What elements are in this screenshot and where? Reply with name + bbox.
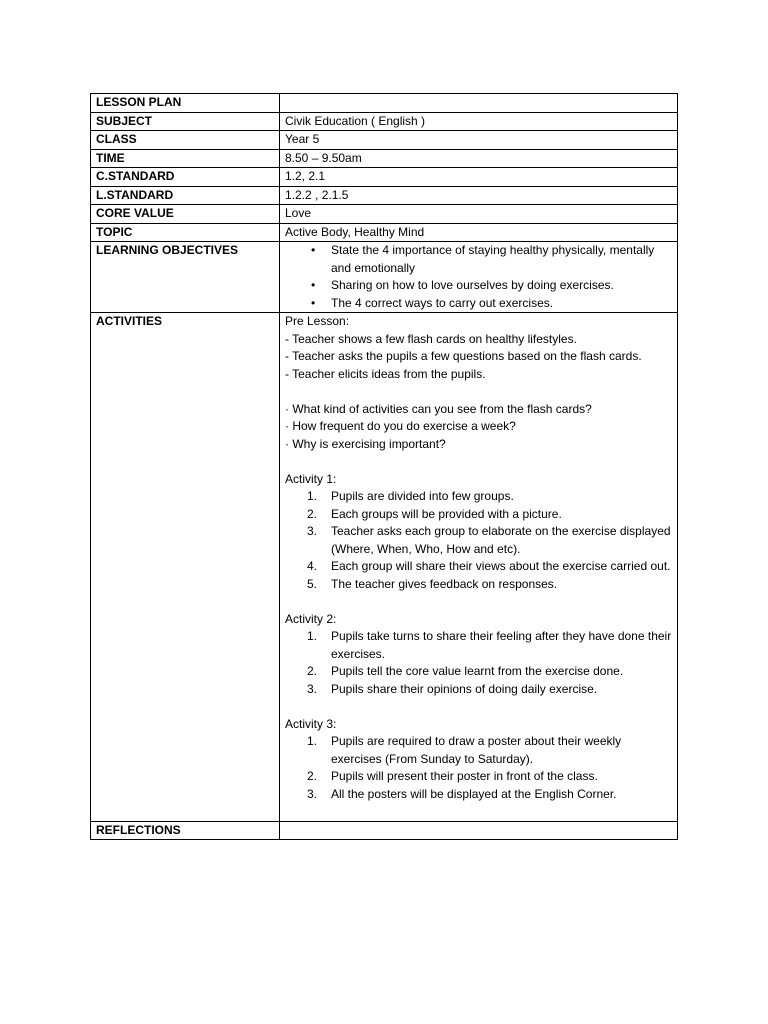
row-c-standard	[91, 168, 678, 187]
activity-2-item	[307, 663, 672, 681]
activity-1-item	[307, 488, 672, 506]
objective-item: • State the 4 importance of staying healthy physically, mentally and emotionally	[331, 242, 672, 277]
activity-1-title: Activity 1:	[285, 471, 337, 486]
item-number: 3.	[307, 786, 318, 801]
subject-label: SUBJECT	[91, 112, 280, 131]
lesson-plan-value	[280, 94, 678, 113]
spacer	[285, 698, 672, 716]
activity-1-item	[307, 523, 672, 558]
activity-1-item	[307, 506, 672, 524]
activity-2-item	[307, 681, 672, 699]
activity-2-item	[307, 628, 672, 663]
row-reflections	[91, 821, 678, 840]
row-class	[91, 131, 678, 150]
activities-value	[280, 313, 678, 822]
item-text: Pupils will present their poster in front of the class.	[331, 769, 598, 783]
item-text: All the posters will be displayed at the English Corner.	[331, 786, 617, 801]
row-topic	[91, 223, 678, 242]
pre-lesson-title: Pre Lesson:	[285, 314, 350, 328]
item-number: 1.	[307, 734, 318, 748]
item-text: Each group will share their views about the exercise carried out.	[331, 559, 671, 573]
spacer	[285, 453, 672, 471]
topic-value: Active Body, Healthy Mind	[280, 223, 678, 242]
item-number: 3.	[307, 524, 318, 538]
item-text: Pupils are required to draw a poster about their weekly exercises (From Sunday to Saturday).	[331, 734, 622, 766]
item-text: Pupils share their opinions of doing daily exercise.	[331, 681, 598, 696]
reflections-label: REFLECTIONS	[91, 821, 280, 840]
spacer	[285, 803, 672, 821]
row-core-value	[91, 205, 678, 224]
question-line: · Why is exercising important?	[285, 436, 446, 451]
class-label: CLASS	[91, 131, 280, 150]
core-value-value: Love	[280, 205, 678, 224]
row-subject	[91, 112, 678, 131]
l-standard-label: L.STANDARD	[91, 186, 280, 205]
time-value: 8.50 – 9.50am	[280, 149, 678, 168]
reflections-value	[280, 821, 678, 840]
item-number: 4.	[307, 559, 318, 573]
activity-3-item	[307, 786, 672, 804]
pre-lesson-line: - Teacher elicits ideas from the pupils.	[285, 366, 486, 381]
learning-objectives-value	[280, 242, 678, 313]
item-number: 2.	[307, 769, 318, 783]
item-text: Pupils take turns to share their feeling after they have done their exercises.	[331, 629, 672, 661]
spacer	[285, 593, 672, 611]
row-learning-objectives	[91, 242, 678, 313]
lesson-plan-label: LESSON PLAN	[91, 94, 280, 113]
activity-1-list	[285, 488, 672, 593]
pre-lesson-line: - Teacher shows a few flash cards on healthy lifestyles.	[285, 331, 577, 346]
question-line: · How frequent do you do exercise a week?	[285, 419, 516, 433]
item-text: Teacher asks each group to elaborate on the exercise displayed (Where, When, Who, How and etc).	[331, 524, 671, 556]
item-number: 1.	[307, 489, 318, 503]
item-number: 2.	[307, 664, 318, 678]
objective-item: • The 4 correct ways to carry out exercises.	[331, 295, 672, 313]
item-text: Pupils are divided into few groups.	[331, 489, 514, 503]
activity-1-item	[307, 576, 672, 594]
item-text: The teacher gives feedback on responses.	[331, 576, 558, 591]
item-text: Pupils tell the core value learnt from the exercise done.	[331, 664, 624, 678]
c-standard-value: 1.2, 2.1	[280, 168, 678, 187]
item-number: 3.	[307, 681, 318, 696]
item-number: 5.	[307, 576, 318, 591]
spacer	[285, 383, 672, 401]
core-value-label: CORE VALUE	[91, 205, 280, 224]
activity-2-title: Activity 2:	[285, 611, 337, 626]
item-number: 1.	[307, 629, 318, 643]
activity-3-item	[307, 733, 672, 768]
objective-item: • Sharing on how to love ourselves by doing exercises.	[331, 277, 672, 295]
time-label: TIME	[91, 149, 280, 168]
row-lesson-plan	[91, 94, 678, 113]
pre-lesson-line: - Teacher asks the pupils a few questions based on the flash cards.	[285, 349, 642, 363]
activities-label: ACTIVITIES	[91, 313, 280, 822]
objectives-list	[285, 242, 672, 312]
row-activities	[91, 313, 678, 822]
class-value: Year 5	[280, 131, 678, 150]
activity-3-item	[307, 768, 672, 786]
subject-value: Civik Education ( English )	[280, 112, 678, 131]
question-line: · What kind of activities can you see from the flash cards?	[285, 401, 592, 416]
l-standard-value: 1.2.2 , 2.1.5	[280, 186, 678, 205]
row-time	[91, 149, 678, 168]
learning-objectives-label: LEARNING OBJECTIVES	[91, 242, 280, 313]
activity-3-list	[285, 733, 672, 803]
c-standard-label: C.STANDARD	[91, 168, 280, 187]
item-text: Each groups will be provided with a picture.	[331, 506, 562, 521]
activity-1-item	[307, 558, 672, 576]
topic-label: TOPIC	[91, 223, 280, 242]
activity-2-list	[285, 628, 672, 698]
row-l-standard	[91, 186, 678, 205]
item-number: 2.	[307, 506, 318, 521]
lesson-plan-table	[90, 93, 678, 840]
activity-3-title: Activity 3:	[285, 716, 337, 731]
